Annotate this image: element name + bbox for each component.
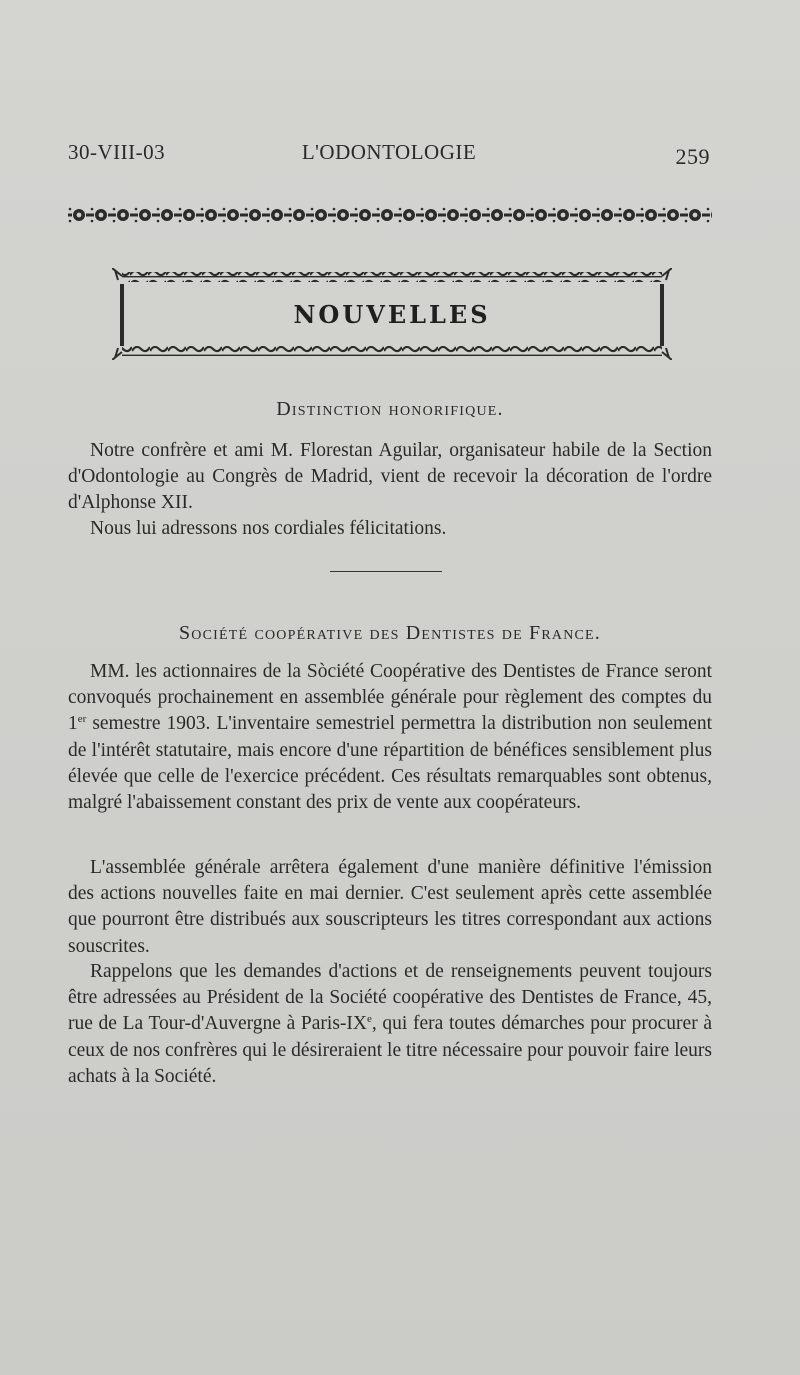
paragraph-rappelons-text-b: , qui fera toutes démarches pour procurer à ceux de nos confrères qui le désireraient le titre nécessaire pour pouvoir faire leurs achats à la Société. — [68, 1013, 712, 1087]
banner-title: NOUVELLES — [293, 300, 491, 329]
paragraph-distinction: Notre confrère et ami M. Florestan Aguilar, organisateur habile de la Section d'Odontologie au Congrès de Madrid, vient de recevoir la décoration de l'ordre d'Alphonse XII. — [68, 440, 712, 514]
paragraph-congratulations: Nous lui adressons nos cordiales félicitations. — [90, 518, 447, 539]
section-title-distinction: Distinction honorifique. — [276, 398, 504, 420]
decorative-ornament-strip — [68, 206, 712, 224]
paragraph-rappelons — [68, 959, 712, 1090]
page-number: 259 — [675, 144, 710, 169]
section-divider — [330, 571, 442, 572]
running-header — [68, 140, 710, 174]
paragraph-actionnaires — [68, 659, 712, 816]
section-title-societe: Société coopérative des Dentistes de France. — [178, 622, 602, 644]
paragraph-actionnaires-text-b: semestre 1903. L'inventaire semestriel permettra la distribution non seulement de l'intérêt statutaire, mais encore d'une répartition de bénéfices sensiblement plus élevée que celle de l'exercice précédent. Ces résultats remarquables sont obtenus, malgré l'abaissement constant des prix de vente aux coopérateurs. — [68, 713, 712, 814]
superscript-e: e — [367, 1013, 372, 1026]
paragraph-assemblee: L'assemblée générale arrêtera également d'une manière définitive l'émission des actions nouvelles faite en mai dernier. C'est seulement après cette assemblée que pourront être distribués aux souscripteurs les titres correspondant aux actions souscrites. — [68, 857, 712, 957]
paragraph-actionnaires-text-a: MM. les actionnaires de la Sòciété Coopérative des Dentistes de France seront convoqués prochainement en assemblée générale pour règlement des comptes du 1 — [68, 661, 712, 735]
news-banner — [112, 268, 672, 360]
superscript-er: er — [77, 713, 87, 726]
paragraph-rappelons-text-a: Rappelons que les demandes d'actions et de renseignements peuvent toujours être adressées au Président de la Société coopérative des Dentistes de France, 45, rue de La Tour-d'Auvergne à Paris-IX — [68, 961, 712, 1035]
journal-title: L'ODONTOLOGIE — [301, 140, 477, 164]
issue-date: 30-VIII-03 — [68, 140, 166, 164]
